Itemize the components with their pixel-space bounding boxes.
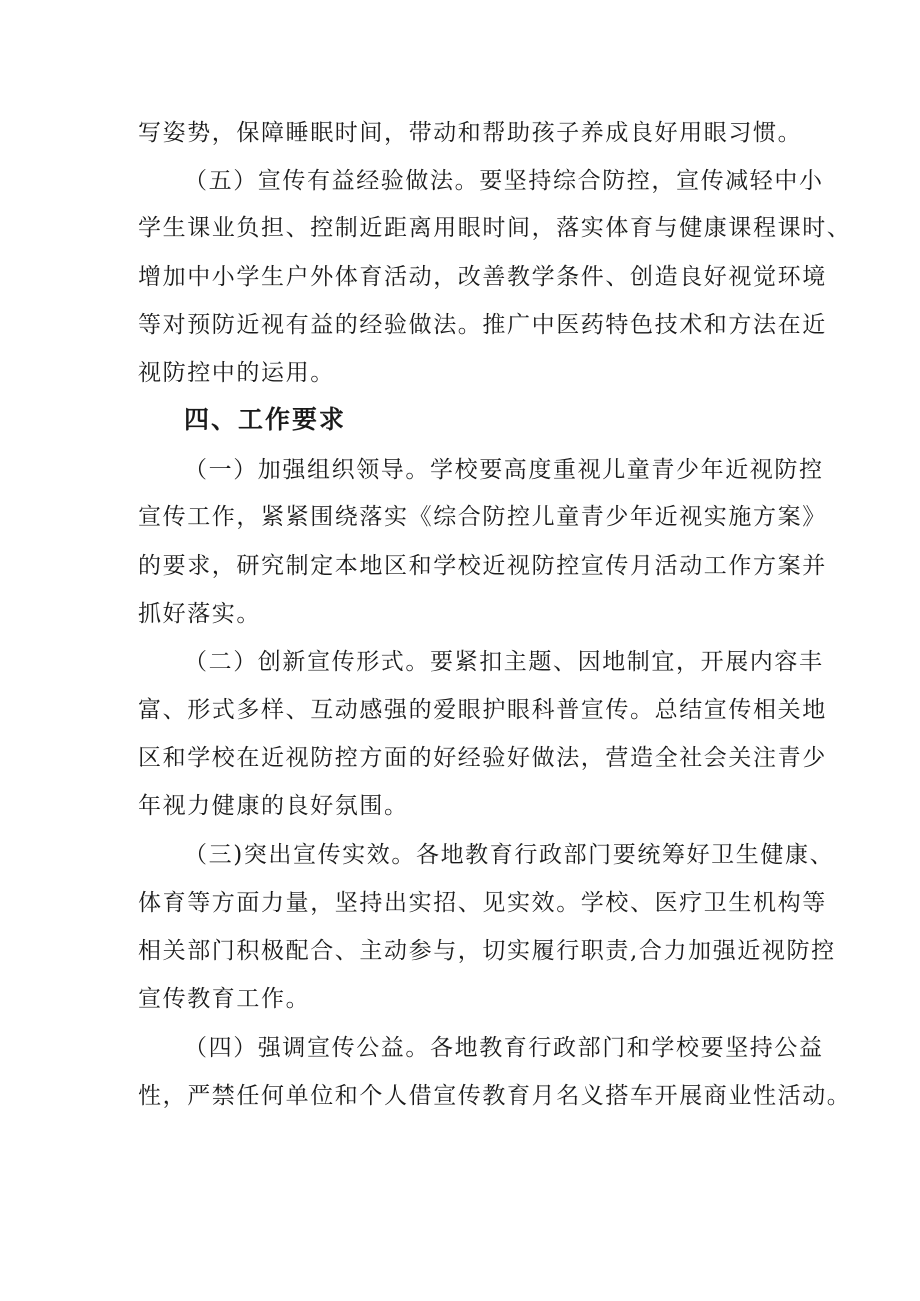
paragraph-line: 宣传工作，紧紧围绕落实《综合防控儿童青少年近视实施方案》 bbox=[138, 504, 827, 530]
paragraph-line: （五）宣传有益经验做法。要坚持综合防控，宣传减轻中小 bbox=[184, 168, 824, 194]
paragraph-line: 区和学校在近视防控方面的好经验好做法，营造全社会关注青少 bbox=[138, 745, 827, 771]
paragraph-line: （二）创新宣传形式。要紧扣主题、因地制宜，开展内容丰 bbox=[184, 649, 824, 675]
paragraph-line: （四）强调宣传公益。各地教育行政部门和学校要坚持公益 bbox=[184, 1035, 824, 1061]
paragraph-line: 的要求，研究制定本地区和学校近视防控宣传月活动工作方案并 bbox=[138, 553, 827, 579]
paragraph-line: 富、形式多样、互动感强的爱眼护眼科普宣传。总结宣传相关地 bbox=[138, 697, 827, 723]
section-heading: 四、工作要求 bbox=[184, 405, 347, 434]
paragraph-line: 等对预防近视有益的经验做法。推广中医药特色技术和方法在近 bbox=[138, 312, 827, 338]
paragraph-line: 体育等方面力量，坚持出实招、见实效。学校、医疗卫生机构等 bbox=[138, 890, 827, 916]
paragraph-line: 增加中小学生户外体育活动，改善教学条件、创造良好视觉环境 bbox=[138, 264, 827, 290]
paragraph-line: 宣传教育工作。 bbox=[138, 986, 311, 1012]
paragraph-line: 性，严禁任何单位和个人借宣传教育月名义搭车开展商业性活动。 bbox=[138, 1083, 852, 1109]
paragraph-line: 视防控中的运用。 bbox=[138, 360, 335, 386]
paragraph-line: 抓好落实。 bbox=[138, 601, 261, 627]
paragraph-line: 年视力健康的良好氛围。 bbox=[138, 793, 409, 819]
paragraph-line: 写姿势，保障睡眠时间，带动和帮助孩子养成良好用眼习惯。 bbox=[138, 120, 803, 146]
paragraph-line: （一）加强组织领导。学校要高度重视儿童青少年近视防控 bbox=[184, 457, 824, 483]
paragraph-line: 相关部门积极配合、主动参与，切实履行职责,合力加强近视防控 bbox=[138, 938, 836, 964]
paragraph-line: （三)突出宣传实效。各地教育行政部门要统筹好卫生健康、 bbox=[184, 842, 835, 868]
paragraph-line: 学生课业负担、控制近距离用眼时间，落实体育与健康课程课时、 bbox=[138, 215, 852, 241]
